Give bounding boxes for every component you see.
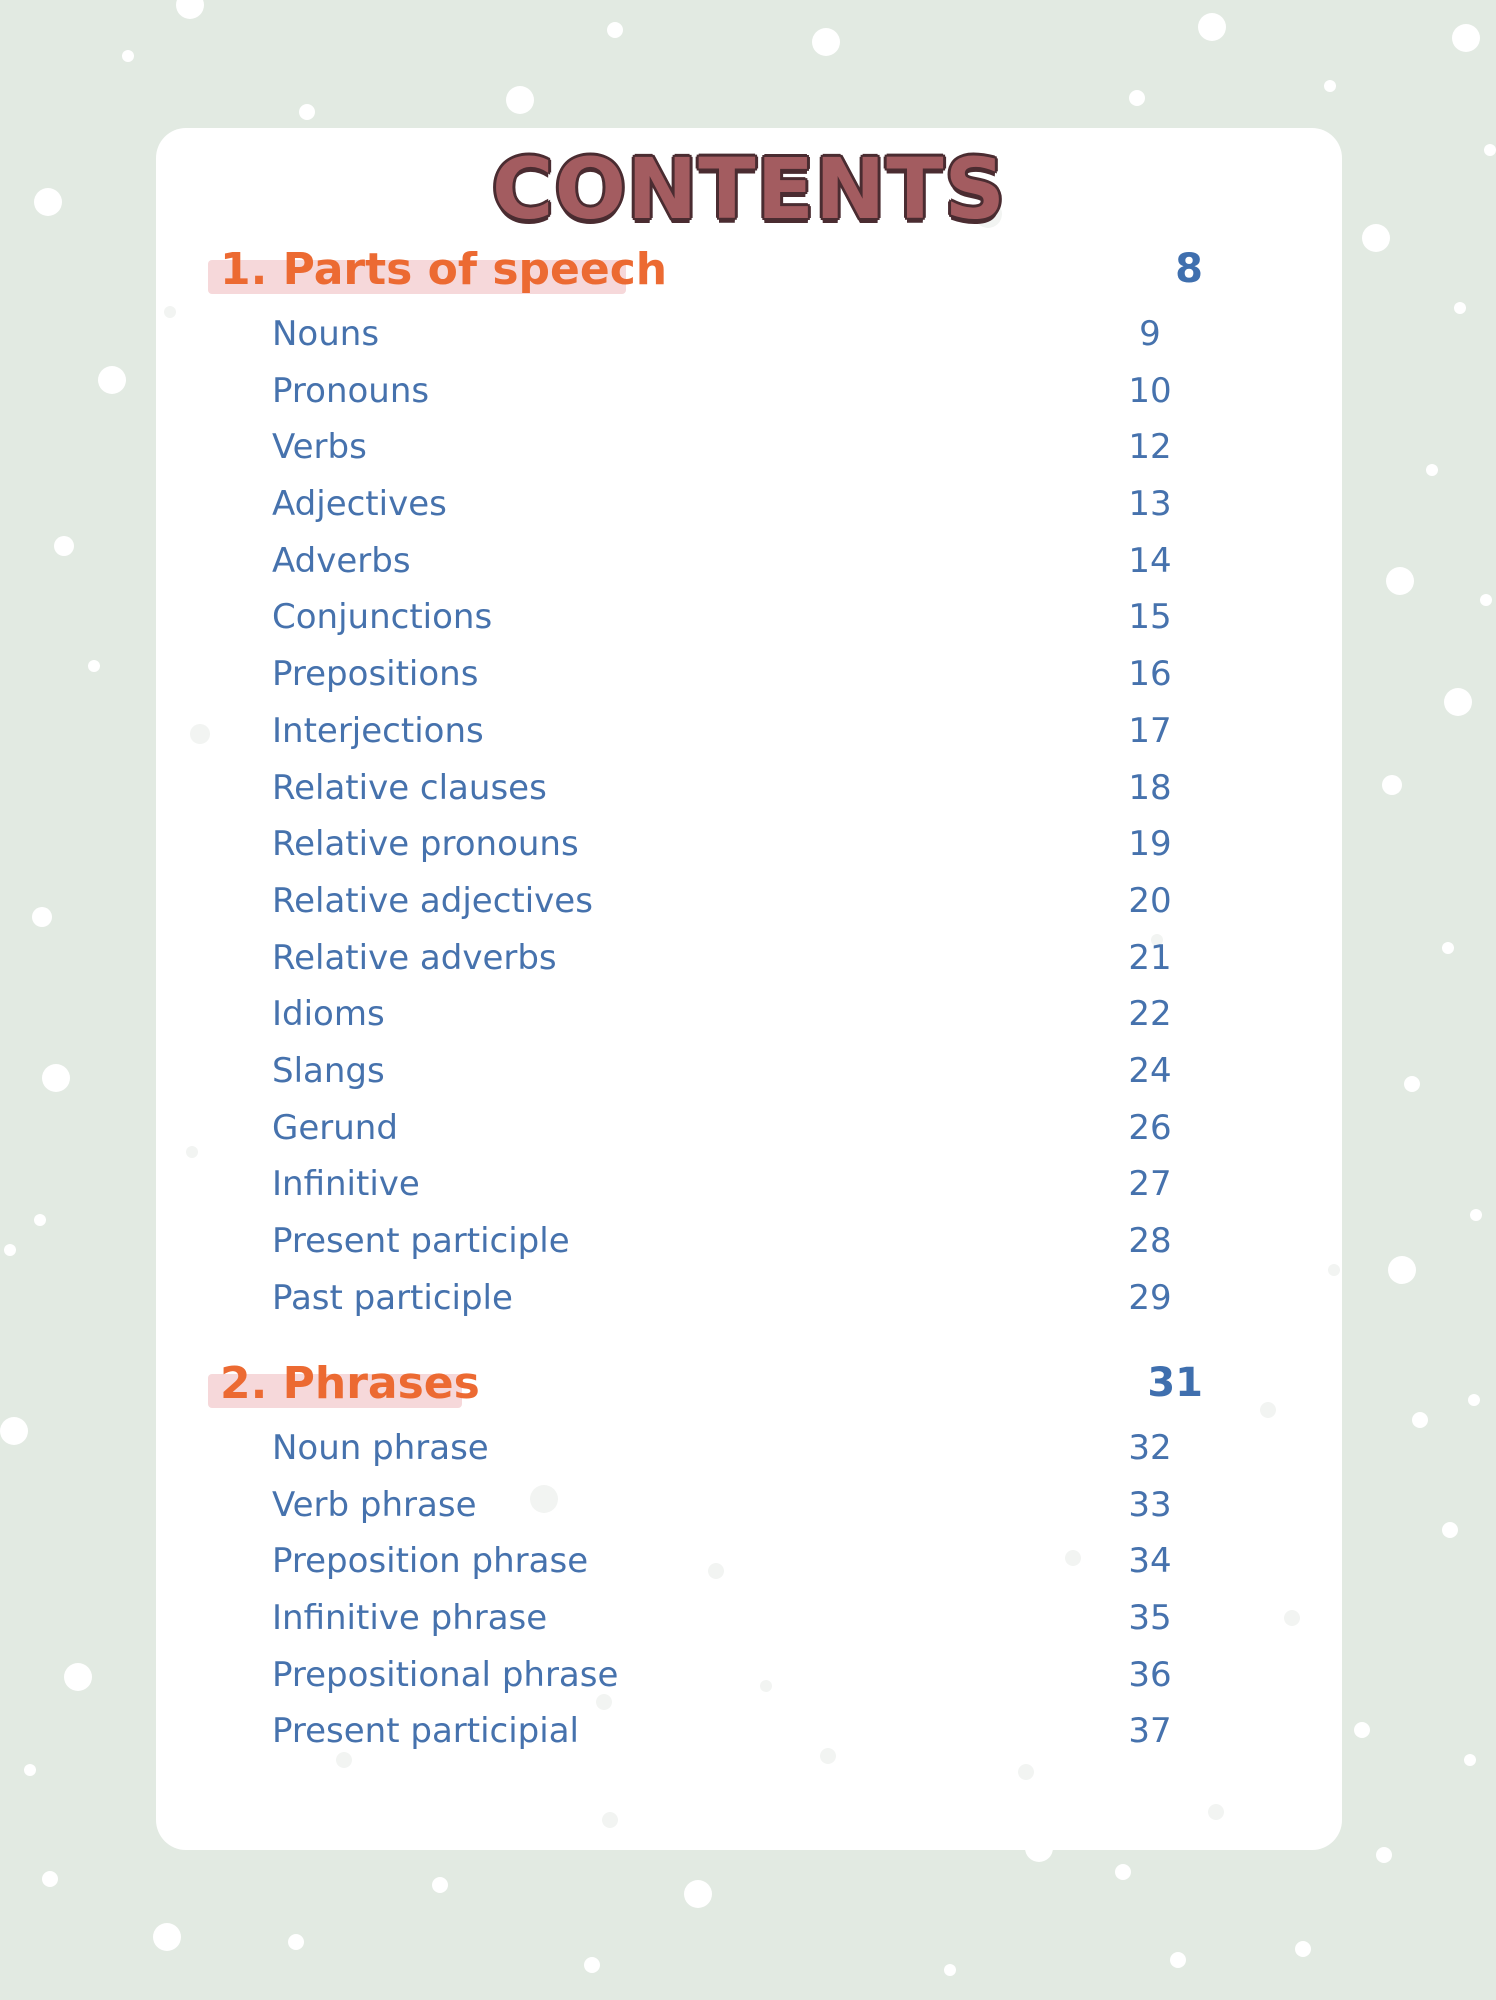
entry-label: Relative adjectives — [272, 881, 593, 921]
snow-dot — [1442, 942, 1454, 954]
entry-page-number: 35 — [1128, 1598, 1172, 1638]
snow-dot — [1404, 1076, 1420, 1092]
snow-dot — [432, 1877, 448, 1893]
faint-dot — [164, 306, 176, 318]
toc-entry[interactable] — [272, 1485, 1272, 1535]
snow-dot — [1324, 80, 1336, 92]
toc-entry[interactable] — [272, 597, 1272, 647]
entry-label: Verb phrase — [272, 1485, 477, 1525]
section-page-number: 8 — [1175, 246, 1203, 292]
entry-label: Infinitive phrase — [272, 1598, 548, 1638]
section-heading-parts-of-speech[interactable] — [208, 240, 1248, 304]
entry-label: Nouns — [272, 314, 380, 354]
snow-dot — [1480, 594, 1492, 606]
toc-entry[interactable] — [272, 314, 1272, 364]
faint-dot — [1208, 1804, 1224, 1820]
snow-dot — [1354, 1722, 1370, 1738]
entry-page-number: 24 — [1128, 1051, 1172, 1091]
snow-dot — [1412, 1412, 1428, 1428]
faint-dot — [1328, 1264, 1340, 1276]
snow-dot — [1484, 144, 1496, 156]
toc-entry[interactable] — [272, 938, 1272, 988]
toc-entry[interactable] — [272, 371, 1272, 421]
entry-page-number: 21 — [1128, 938, 1172, 978]
page-title: CONTENTS — [491, 140, 1007, 238]
snow-dot — [1388, 1256, 1416, 1284]
entry-page-number: 27 — [1128, 1164, 1172, 1204]
entry-label: Prepositional phrase — [272, 1655, 619, 1695]
snow-dot — [1464, 1754, 1476, 1766]
faint-dot — [602, 1812, 618, 1828]
contents-card — [156, 128, 1342, 1850]
snow-dot — [1426, 464, 1438, 476]
entry-page-number: 22 — [1128, 994, 1172, 1034]
toc-entry[interactable] — [272, 1278, 1272, 1328]
entry-label: Adverbs — [272, 541, 411, 581]
toc-entry[interactable] — [272, 1598, 1272, 1648]
section-label: 2. Phrases — [220, 1358, 480, 1409]
entry-page-number: 15 — [1128, 597, 1172, 637]
snow-dot — [1115, 1864, 1131, 1880]
faint-dot — [186, 1146, 198, 1158]
entry-label: Interjections — [272, 711, 484, 751]
entry-page-number: 14 — [1128, 541, 1172, 581]
entry-page-number: 16 — [1128, 654, 1172, 694]
entry-label: Pronouns — [272, 371, 430, 411]
snow-dot — [1170, 1952, 1186, 1968]
entry-page-number: 28 — [1128, 1221, 1172, 1261]
toc-entry[interactable] — [272, 541, 1272, 591]
snow-dot — [506, 86, 534, 114]
entry-page-number: 13 — [1128, 484, 1172, 524]
entry-page-number: 34 — [1128, 1541, 1172, 1581]
toc-entry[interactable] — [272, 427, 1272, 477]
entry-page-number: 26 — [1128, 1108, 1172, 1148]
entry-label: Noun phrase — [272, 1428, 489, 1468]
snow-dot — [944, 1964, 956, 1976]
toc-entry[interactable] — [272, 484, 1272, 534]
snow-dot — [288, 1934, 304, 1950]
snow-dot — [299, 104, 315, 120]
snow-dot — [1198, 13, 1226, 41]
snow-dot — [122, 50, 134, 62]
snow-dot — [64, 1663, 92, 1691]
snow-dot — [32, 907, 52, 927]
snow-dot — [584, 1957, 600, 1973]
toc-entry[interactable] — [272, 1108, 1272, 1158]
snow-dot — [684, 1880, 712, 1908]
snow-dot — [1382, 775, 1402, 795]
entry-label: Slangs — [272, 1051, 385, 1091]
entry-page-number: 19 — [1128, 824, 1172, 864]
entry-page-number: 17 — [1128, 711, 1172, 751]
snow-dot — [1470, 1209, 1482, 1221]
section-heading-phrases[interactable] — [208, 1354, 1248, 1418]
section-label: 1. Parts of speech — [220, 244, 668, 295]
toc-entry[interactable] — [272, 824, 1272, 874]
entry-label: Past participle — [272, 1278, 513, 1318]
toc-entry[interactable] — [272, 881, 1272, 931]
snow-dot — [1295, 1941, 1311, 1957]
entry-page-number: 20 — [1128, 881, 1172, 921]
faint-dot — [1260, 1402, 1276, 1418]
faint-dot — [190, 724, 210, 744]
entry-page-number: 36 — [1128, 1655, 1172, 1695]
snow-dot — [98, 366, 126, 394]
snow-dot — [1442, 1522, 1458, 1538]
faint-dot — [1284, 1610, 1300, 1626]
entry-page-number: 12 — [1128, 427, 1172, 467]
snow-dot — [1376, 1847, 1392, 1863]
snow-dot — [1129, 90, 1145, 106]
entry-page-number: 32 — [1128, 1428, 1172, 1468]
snow-dot — [1444, 688, 1472, 716]
toc-entry[interactable] — [272, 711, 1272, 761]
snow-dot — [34, 1214, 46, 1226]
toc-entry[interactable] — [272, 1428, 1272, 1478]
entry-label: Verbs — [272, 427, 367, 467]
toc-entry[interactable] — [272, 768, 1272, 818]
snow-dot — [1468, 1394, 1480, 1406]
entry-label: Conjunctions — [272, 597, 493, 637]
snow-dot — [153, 1923, 181, 1951]
snow-dot — [812, 28, 840, 56]
entry-label: Relative pronouns — [272, 824, 579, 864]
snow-dot — [1454, 302, 1466, 314]
entry-page-number: 18 — [1128, 768, 1172, 808]
toc-entry[interactable] — [272, 1541, 1272, 1591]
toc-entry[interactable] — [272, 1711, 1272, 1761]
entry-label: Gerund — [272, 1108, 398, 1148]
toc-entry[interactable] — [272, 1221, 1272, 1271]
snow-dot — [88, 660, 100, 672]
entry-label: Relative clauses — [272, 768, 547, 808]
toc-entry[interactable] — [272, 654, 1272, 704]
entry-label: Present participial — [272, 1711, 579, 1751]
entry-label: Relative adverbs — [272, 938, 557, 978]
entry-label: Preposition phrase — [272, 1541, 589, 1581]
toc-entry[interactable] — [272, 1164, 1272, 1214]
entry-page-number: 10 — [1128, 371, 1172, 411]
toc-entry[interactable] — [272, 1051, 1272, 1101]
snow-dot — [1386, 567, 1414, 595]
snow-dot — [34, 188, 62, 216]
entry-page-number: 29 — [1128, 1278, 1172, 1318]
snow-dot — [0, 1417, 28, 1445]
toc-entry[interactable] — [272, 994, 1272, 1044]
entry-label: Prepositions — [272, 654, 479, 694]
entry-label: Idioms — [272, 994, 385, 1034]
snow-dot — [42, 1064, 70, 1092]
section-page-number: 31 — [1147, 1360, 1203, 1406]
entry-page-number: 9 — [1139, 314, 1161, 354]
entry-label: Adjectives — [272, 484, 447, 524]
snow-dot — [4, 1244, 16, 1256]
snow-dot — [176, 0, 204, 19]
snow-dot — [24, 1764, 36, 1776]
snow-dot — [607, 22, 623, 38]
entry-page-number: 37 — [1128, 1711, 1172, 1751]
entry-label: Present participle — [272, 1221, 570, 1261]
snow-dot — [54, 536, 74, 556]
snow-dot — [42, 1871, 58, 1887]
entry-page-number: 33 — [1128, 1485, 1172, 1525]
toc-entry[interactable] — [272, 1655, 1272, 1705]
snow-dot — [1362, 224, 1390, 252]
faint-dot — [1018, 1764, 1034, 1780]
snow-dot — [1452, 24, 1480, 52]
entry-label: Infinitive — [272, 1164, 420, 1204]
